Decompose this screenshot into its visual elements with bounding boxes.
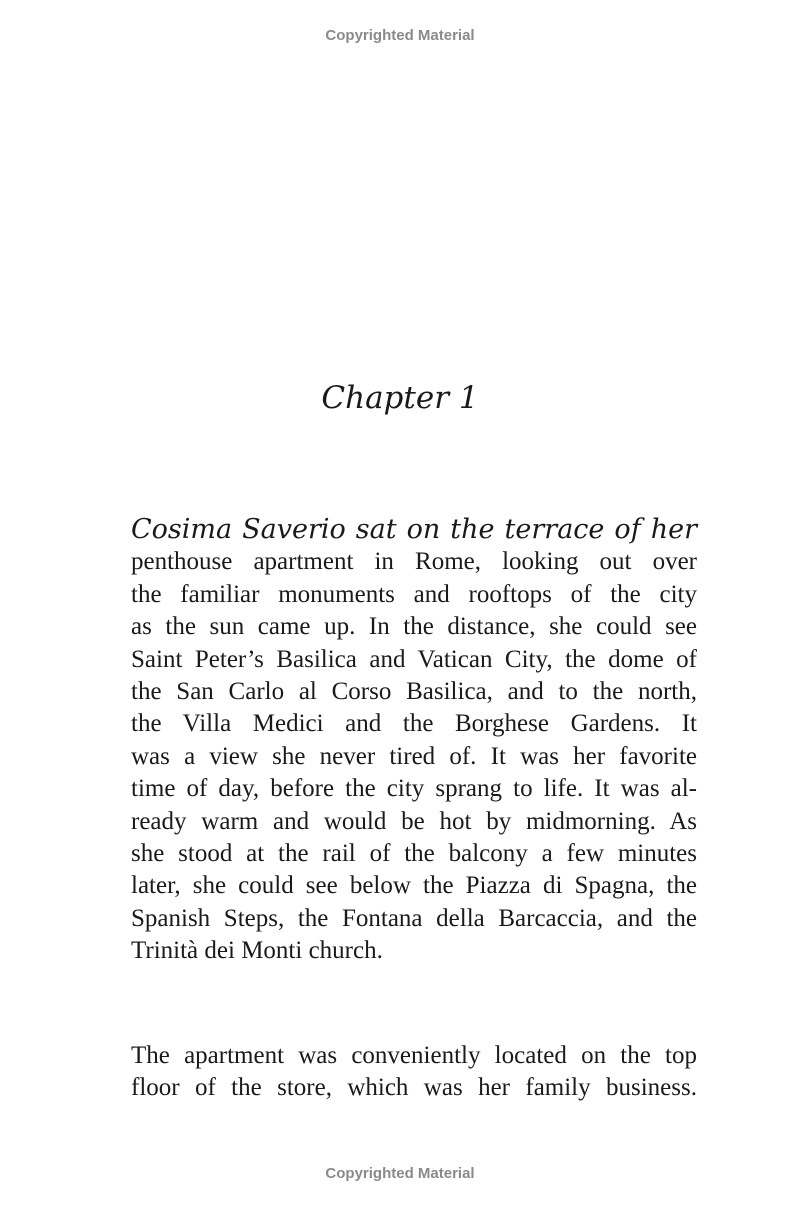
chapter-title: Chapter 1 [321,380,479,416]
copyright-watermark-bottom: Copyrighted Material [325,1165,475,1182]
paragraph-2-line: floor of the store, which was her family business. [131,1074,697,1102]
paragraph-1-line: ready warm and would be hot by midmorning. As [131,807,697,835]
paragraph-1-lead-line: Cosima Saverio sat on the terrace of her [131,514,697,545]
paragraph-1-line: penthouse apartment in Rome, looking out over [131,548,697,576]
paragraph-1-line: Saint Peter’s Basilica and Vatican City, the dome of [131,645,697,673]
paragraph-1-line: later, she could see below the Piazza di Spagna, the [131,872,697,900]
paragraph-1-line: Spanish Steps, the Fontana della Barcaccia, and the [131,904,697,932]
paragraph-1-line: the Villa Medici and the Borghese Gardens. It [131,710,697,738]
paragraph-1-line: Trinità dei Monti church. [131,937,383,965]
paragraph-1-line: time of day, before the city sprang to life. It was al- [131,775,697,803]
paragraph-1-line: the San Carlo al Corso Basilica, and to the north, [131,677,697,705]
paragraph-2-line: The apartment was conveniently located on the top [131,1042,697,1069]
paragraph-1-line: she stood at the rail of the balcony a few minutes [131,839,697,867]
paragraph-1-line: the familiar monuments and rooftops of the city [131,580,697,608]
paragraph-1-line: as the sun came up. In the distance, she could see [131,613,697,641]
paragraph-1-line: was a view she never tired of. It was her favorite [131,742,697,770]
copyright-watermark-top: Copyrighted Material [325,27,475,44]
paragraph-2 [131,1040,697,1105]
paragraph-1 [131,514,697,967]
